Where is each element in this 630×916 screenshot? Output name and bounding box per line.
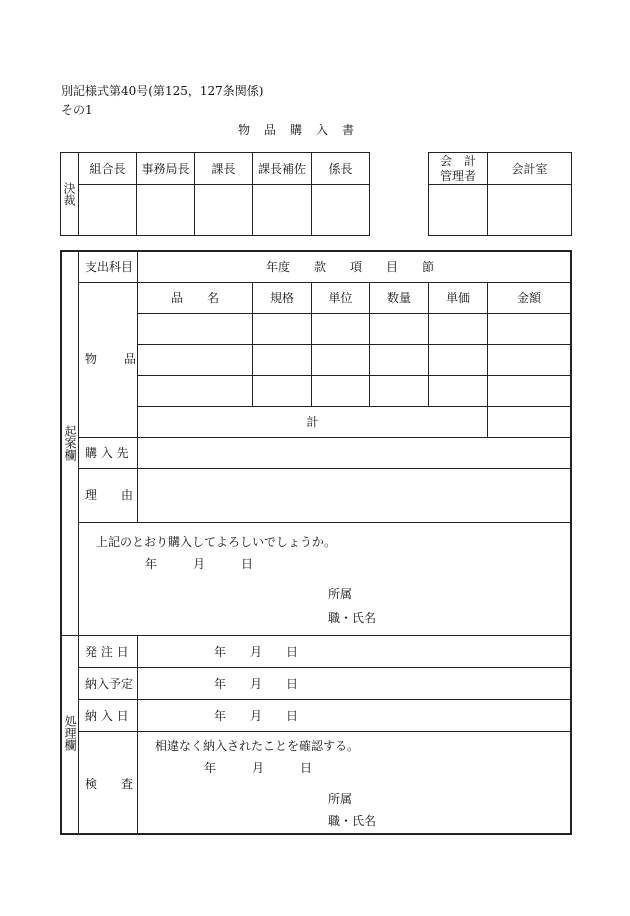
inspection-name-label: 職・氏名 (328, 814, 377, 828)
approval-col-kacho-hosa: 課長補佐 (257, 162, 306, 176)
table-row[interactable] (138, 314, 570, 344)
item-col-spec: 規格 (269, 291, 294, 305)
item-col-amount: 金額 (516, 291, 541, 305)
approval-side-label: 決裁 (62, 182, 76, 206)
item-col-quantity: 数量 (386, 291, 411, 305)
inspection-statement: 相違なく納入されたことを確認する。 (155, 739, 360, 753)
accounting-seal-box[interactable] (429, 185, 487, 235)
accounting-manager-label-1: 会 計 (439, 154, 476, 168)
approval-col-kakaricho: 係長 (328, 162, 353, 176)
item-col-name: 品 名 (170, 291, 219, 305)
form-sub-number: その1 (61, 103, 93, 117)
request-affiliation-label: 所属 (328, 587, 353, 601)
order-date-field[interactable]: 年 月 日 (214, 645, 299, 659)
table-row[interactable] (138, 345, 570, 375)
delivery-date-field[interactable]: 年 月 日 (214, 709, 299, 723)
approval-col-kumiaicho: 組合長 (89, 162, 126, 176)
approval-col-jimukyokucho: 事務局長 (141, 162, 190, 176)
kian-side-label: 起案欄 (63, 425, 77, 461)
approval-seal-box[interactable] (195, 185, 252, 235)
table-row[interactable] (138, 376, 570, 406)
expense-item-label: 支出科目 (85, 260, 134, 274)
delivery-plan-field[interactable]: 年 月 日 (214, 677, 299, 691)
accounting-manager-label-2: 管理者 (439, 169, 476, 183)
approval-seal-box[interactable] (253, 185, 311, 235)
request-date-line[interactable]: 年 月 日 (145, 557, 254, 571)
vendor-field[interactable] (138, 438, 570, 468)
shori-side-label: 処理欄 (63, 715, 77, 751)
approval-seal-box[interactable] (312, 185, 369, 235)
expense-fields[interactable]: 年度 款 項 目 節 (266, 260, 435, 274)
approval-col-kacho: 課長 (211, 162, 236, 176)
approval-seal-box[interactable] (79, 185, 136, 235)
page-title: 物 品 購 入 書 (238, 123, 356, 137)
accounting-seal-box[interactable] (488, 185, 571, 235)
item-col-unit-price: 単価 (445, 291, 470, 305)
accounting-office-label: 会計室 (511, 162, 548, 176)
total-label: 計 (306, 415, 319, 429)
vendor-label: 購 入 先 (85, 446, 129, 460)
reason-field[interactable] (138, 469, 570, 522)
order-date-label: 発 注 日 (85, 645, 129, 659)
form-reference: 別記様式第40号(第125，127条関係) (61, 84, 264, 98)
inspection-date-line[interactable]: 年 月 日 (204, 761, 313, 775)
item-col-unit: 単位 (328, 291, 353, 305)
delivery-date-label: 納 入 日 (85, 709, 129, 723)
items-label: 物 品 (85, 352, 138, 366)
inspection-label: 検 査 (85, 777, 134, 791)
approval-request-statement: 上記のとおり購入してよろしいでしょうか。 (96, 535, 337, 549)
reason-label: 理 由 (85, 488, 134, 502)
inspection-affiliation-label: 所属 (328, 792, 353, 806)
total-amount-field[interactable] (488, 407, 570, 437)
request-name-label: 職・氏名 (328, 611, 377, 625)
delivery-plan-label: 納入予定 (85, 677, 134, 691)
approval-seal-box[interactable] (137, 185, 194, 235)
